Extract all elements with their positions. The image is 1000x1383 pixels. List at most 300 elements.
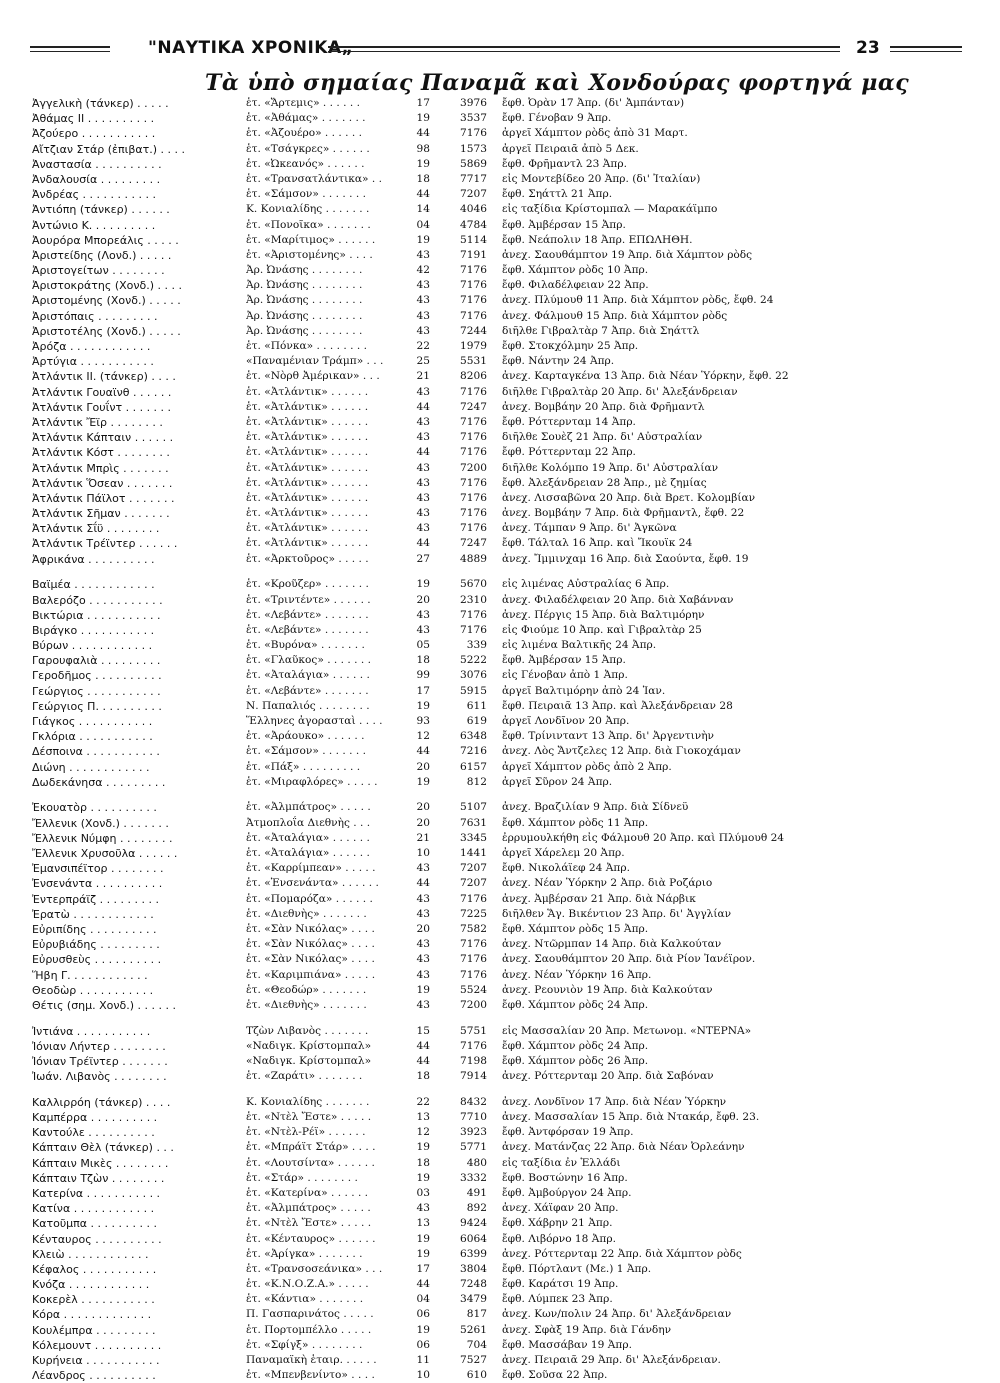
header-rule-left xyxy=(30,46,110,48)
ship-position: ἔφθ. Ἀμβέρσαν 15 Ἀπρ. xyxy=(502,654,626,667)
ship-position: ἔφθ. Νικολάϊεφ 24 Ἀπρ. xyxy=(502,862,630,875)
ship-name: Ἀρόζα . . . . . . . . . . . . xyxy=(32,340,151,353)
ship-row xyxy=(32,608,972,623)
ship-row xyxy=(32,714,972,729)
ship-tonnage: 6064 xyxy=(460,1232,487,1245)
ship-owner: ἑτ. «Γλαῦκος» . . . . . . . xyxy=(246,654,371,667)
ship-code: 19 xyxy=(416,775,430,788)
ship-tonnage: 610 xyxy=(466,1369,487,1382)
ship-name: Κυρήνεια . . . . . . . . . . . xyxy=(32,1354,160,1367)
ship-row xyxy=(32,1232,972,1247)
ship-tonnage: 5869 xyxy=(460,157,487,170)
ship-name: Ἔλλενικ (Χονδ.) . . . . . . . xyxy=(32,816,169,830)
ship-tonnage: 7176 xyxy=(460,279,487,292)
ship-tonnage: 5261 xyxy=(460,1323,487,1336)
ship-tonnage: 7200 xyxy=(460,998,487,1011)
ship-row xyxy=(32,653,972,668)
ship-section xyxy=(32,96,972,567)
ship-position: ἔφθ. Νάντην 24 Ἀπρ. xyxy=(502,355,615,368)
ship-position: ἔφθ. Χάβρην 21 Ἀπρ. xyxy=(502,1217,613,1230)
ship-owner: ἑτ. «Κ.Ν.Ο.Ζ.Α.» . . . . . xyxy=(246,1278,369,1291)
ship-code: 44 xyxy=(416,188,430,201)
ship-tonnage: 6348 xyxy=(460,730,487,743)
ship-code: 12 xyxy=(416,730,430,743)
ship-row xyxy=(32,293,972,308)
ship-name: Κνόζα . . . . . . . . . . . . xyxy=(32,1278,150,1292)
ship-owner: Παναμαϊκὴ ἑταιρ. . . . . . xyxy=(246,1354,377,1366)
ship-row xyxy=(32,218,972,233)
ship-position: ἔφθ. Ὀρὰν 17 Ἀπρ. (δι' Ἀμπάνταν) xyxy=(502,97,685,109)
ship-position: ἀνεχ. Πλύμουθ 11 Ἀπρ. διὰ Χάμπτον ρὸδς, ἔφθ. 24 xyxy=(502,294,774,307)
ship-owner: ἑτ. «Ἀτλάντικ» . . . . . . xyxy=(246,522,369,535)
ship-position: ἔφθ. Σοῦσα 22 Ἀπρ. xyxy=(502,1369,608,1382)
ship-row xyxy=(32,1338,972,1353)
ship-code: 22 xyxy=(416,340,430,352)
ship-name: Ἰντιάνα . . . . . . . . . . . xyxy=(32,1024,151,1038)
ship-name: Ἀτλάντικ Μπρὶς . . . . . . . xyxy=(32,461,169,475)
ship-code: 19 xyxy=(416,112,430,125)
ship-row xyxy=(32,400,972,415)
ship-tonnage: 7176 xyxy=(460,385,487,398)
ship-name: Θεοδὼρ . . . . . . . . . . . xyxy=(32,983,154,997)
ship-code: 43 xyxy=(416,522,430,535)
ship-tonnage: 5107 xyxy=(460,801,487,814)
ship-tonnage: 480 xyxy=(466,1156,487,1169)
ship-position: ἀνεχ. Ματάνζας 22 Ἀπρ. διὰ Νέαν Ὀρλεάνην xyxy=(502,1141,745,1154)
ship-position: ἔφθ. Ἀμβέρσαν 15 Ἀπρ. xyxy=(502,218,626,231)
ship-name: Γεώργιος Π. . . . . . . . . . xyxy=(32,699,162,713)
ship-tonnage: 7176 xyxy=(460,522,487,535)
ship-owner: ἑτ. «Ντὲλ Ἔστε» . . . . . xyxy=(246,1217,372,1230)
ship-tonnage: 4784 xyxy=(460,218,487,231)
ship-code: 19 xyxy=(416,1171,430,1184)
ship-owner: ἑτ. «Κατερίνα» . . . . . . xyxy=(246,1186,369,1199)
ship-tonnage: 7216 xyxy=(460,745,487,758)
ship-position: ἀνεχ. Ρεουνιὸν 19 Ἀπρ. διὰ Καλκούταν xyxy=(502,983,713,996)
ship-position: ἔφθ. Χάμπτον ρὸδς 11 Ἀπρ. xyxy=(502,816,649,829)
ship-tonnage: 1573 xyxy=(460,142,487,155)
ship-tonnage: 7176 xyxy=(460,1039,487,1052)
ship-name: Ἀουρόρα Μπορεάλις . . . . . xyxy=(32,233,179,247)
ship-code: 17 xyxy=(416,684,430,697)
ship-tonnage: 611 xyxy=(466,699,487,712)
ship-position: διῆλθε Γιβραλτὰρ 20 Ἀπρ. δι' Ἀλεξάνδρειαν xyxy=(502,385,738,398)
ship-name: Κάπταιν Μικὲς . . . . . . . . xyxy=(32,1156,169,1170)
ship-code: 43 xyxy=(416,953,430,966)
ship-position: ἀνεχ. Βομβάην 20 Ἀπρ. διὰ Φρῆμαντλ xyxy=(502,400,705,413)
ship-name: Ἀριστογείτων . . . . . . . . xyxy=(32,264,165,278)
ship-name: Κάπταιν Τζὼν . . . . . . . . xyxy=(32,1171,165,1185)
ship-tonnage: 339 xyxy=(466,639,487,652)
ship-tonnage: 704 xyxy=(466,1338,487,1351)
ship-tonnage: 7207 xyxy=(460,862,487,875)
ship-position: διῆλθε Κολόμπο 19 Ἀπρ. δι' Αὐστραλίαν xyxy=(502,461,719,474)
ship-tonnage: 4889 xyxy=(460,552,487,565)
ship-position: εἰς ταξίδια Κρίστομπαλ — Μαρακάϊμπο xyxy=(502,203,718,216)
header-rule-left-thin xyxy=(30,51,110,52)
ship-row xyxy=(32,1262,972,1277)
ship-owner: ἑτ. «Ἀτλάντικ» . . . . . . xyxy=(246,385,369,398)
ship-code: 15 xyxy=(416,1024,430,1037)
ship-name: Ἀτλάντικ Γουΐντ . . . . . . . xyxy=(32,400,172,414)
ship-owner: ἑτ. «Ἀταλάγια» . . . . . . xyxy=(246,847,370,859)
ship-section xyxy=(32,1024,972,1085)
ship-row xyxy=(32,142,972,157)
ship-position: ἔφθ. Στοκχόλμην 25 Ἀπρ. xyxy=(502,340,639,352)
ship-owner: ἑτ. «Νὸρθ Ἀμέρικαν» . . . xyxy=(246,370,380,383)
ship-tonnage: 817 xyxy=(466,1308,487,1321)
ship-owner: ἑτ. «Βυρόνα» . . . . . . . xyxy=(246,639,365,652)
ship-owner: ἑτ. «Ἀτλάντικ» . . . . . . xyxy=(246,446,369,459)
ship-owner: ἑτ. «Λουτσίντα» . . . . . . xyxy=(246,1156,375,1169)
ship-row xyxy=(32,816,972,831)
ship-tonnage: 619 xyxy=(466,715,487,727)
ship-owner: ἑτ. «Στάρ» . . . . . . . . xyxy=(246,1171,358,1184)
ship-tonnage: 7176 xyxy=(460,264,487,277)
ship-name: Ἀτλάντικ Ὅσεαν . . . . . . . xyxy=(32,476,173,490)
ship-code: 43 xyxy=(416,324,430,337)
ship-name: Βαϊμέα . . . . . . . . . . . . xyxy=(32,578,155,592)
ship-code: 18 xyxy=(416,654,430,667)
ship-position: ἔφθ. Βοστώνην 16 Ἀπρ. xyxy=(502,1171,628,1184)
ship-owner: ἑτ. «Ἀτλάντικ» . . . . . . xyxy=(246,431,369,444)
ship-owner: ἑτ. «Πάξ» . . . . . . . . . xyxy=(246,760,361,773)
ship-owner: Ν. Παπαλιός . . . . . . . . xyxy=(246,699,370,712)
ship-code: 43 xyxy=(416,892,430,905)
ship-tonnage: 9424 xyxy=(460,1217,487,1230)
ship-position: ἔφθ. Γένοβαν 9 Ἀπρ. xyxy=(502,112,612,125)
ship-row xyxy=(32,699,972,714)
ship-row xyxy=(32,445,972,460)
ship-row xyxy=(32,248,972,263)
ship-owner: ἑτ. «Ἐνσενάντα» . . . . . . xyxy=(246,877,379,890)
ship-owner: ἑτ. «Μιραφλόρες» . . . . . xyxy=(246,775,378,788)
ship-row xyxy=(32,968,972,983)
ship-row xyxy=(32,876,972,891)
ship-owner: ἑτ. «Κάντια» . . . . . . . xyxy=(246,1293,364,1306)
ship-position: ἀνεχ. Βραζιλίαν 9 Ἀπρ. διὰ Σίδνεϋ xyxy=(502,801,689,814)
ship-code: 93 xyxy=(416,715,430,727)
ship-position: ἀνεχ. Σφὰξ 19 Ἀπρ. διὰ Γάνδην xyxy=(502,1323,672,1336)
ship-position: ἀνεχ. Λονδῖνον 17 Ἀπρ. διὰ Νέαν Ὑόρκην xyxy=(502,1095,727,1108)
ship-name: Ἀριστομένης (Χονδ.) . . . . . xyxy=(32,294,181,308)
ship-code: 19 xyxy=(416,1323,430,1336)
page-number: 23 xyxy=(856,38,880,58)
ship-tonnage: 7244 xyxy=(460,324,487,337)
ship-owner: ἑτ. «Ἄρτεμις» . . . . . . xyxy=(246,97,360,109)
ship-code: 25 xyxy=(416,355,430,368)
ship-row xyxy=(32,775,972,790)
ship-code: 99 xyxy=(416,669,430,682)
ship-owner: Τζὼν Λιβανὸς . . . . . . . xyxy=(246,1024,369,1037)
ship-owner: ἑτ. Πορτομπέλλο . . . . . xyxy=(246,1323,372,1336)
ship-position: ἐρρυμουλκήθη εἰς Φάλμουθ 20 Ἀπρ. καὶ Πλύμουθ 24 xyxy=(502,831,785,844)
ship-position: ἔφθ. Φιλαδέλφειαν 22 Ἀπρ. xyxy=(502,279,649,292)
ship-tonnage: 7176 xyxy=(460,415,487,428)
ship-owner: ἑτ. «Ἀρίγκα» . . . . . . . xyxy=(246,1247,363,1260)
ship-owner: Ἀρ. Ὠνάσης . . . . . . . . xyxy=(246,264,363,277)
ship-name: Ἰόνιαν Λήντερ . . . . . . . . xyxy=(32,1039,166,1053)
ship-row xyxy=(32,354,972,369)
ship-owner: ἑτ. «Ζαράτι» . . . . . . . xyxy=(246,1070,363,1083)
ship-owner: ἑτ. «Σὰν Νικόλας» . . . . xyxy=(246,953,375,966)
ship-name: Ἀτλάντικ Σῆμαν . . . . . . . xyxy=(32,507,170,521)
ship-row xyxy=(32,1095,972,1110)
ship-owner: Κ. Κονιαλίδης . . . . . . . xyxy=(246,203,370,216)
ship-row xyxy=(32,623,972,638)
ship-row xyxy=(32,309,972,324)
ship-name: Βιράγκο . . . . . . . . . . . xyxy=(32,623,155,637)
ship-name: Γιάγκος . . . . . . . . . . . xyxy=(32,715,153,728)
ship-code: 43 xyxy=(416,968,430,981)
ship-tonnage: 7717 xyxy=(460,172,487,185)
ship-row xyxy=(32,202,972,217)
ship-row xyxy=(32,506,972,521)
ship-code: 19 xyxy=(416,1141,430,1154)
ship-code: 44 xyxy=(416,127,430,140)
ship-row xyxy=(32,491,972,506)
ship-row xyxy=(32,233,972,248)
ship-row xyxy=(32,1277,972,1292)
ship-tonnage: 7207 xyxy=(460,188,487,201)
ship-name: Ἀτλάντικ Πάϊλοτ . . . . . . . xyxy=(32,491,175,505)
ship-position: ἀνεχ. Ρόττερνταμ 22 Ἀπρ. διὰ Χάμπτον ρὸδς xyxy=(502,1247,742,1260)
ship-code: 22 xyxy=(416,1095,430,1108)
header-rule-middle-thin xyxy=(328,51,840,52)
ship-name: Βικτώρια . . . . . . . . . . . xyxy=(32,608,161,622)
ship-code: 44 xyxy=(416,400,430,413)
ship-name: Ἐμανσιπέϊτορ . . . . . . . . xyxy=(32,862,164,876)
ship-code: 43 xyxy=(416,623,430,636)
ship-code: 17 xyxy=(416,97,430,109)
ship-tonnage: 3537 xyxy=(460,112,487,125)
ship-name: Ἀτλάντικ Γουαϊνθ . . . . . . xyxy=(32,385,172,399)
ship-owner: ἑτ. «Μαρίτιμος» . . . . . . xyxy=(246,233,376,246)
ship-row xyxy=(32,1353,972,1368)
ship-row xyxy=(32,1069,972,1084)
ship-row xyxy=(32,1216,972,1231)
ship-code: 44 xyxy=(416,877,430,890)
ship-name: Κατερίνα . . . . . . . . . . . xyxy=(32,1186,161,1200)
ship-code: 43 xyxy=(416,385,430,398)
ship-tonnage: 7914 xyxy=(460,1070,487,1083)
ship-name: Κάπταιν Θὲλ (τάνκερ) . . . xyxy=(32,1141,174,1155)
ship-tonnage: 7710 xyxy=(460,1111,487,1123)
ship-tonnage: 5531 xyxy=(460,355,487,368)
ship-code: 43 xyxy=(416,507,430,520)
ship-owner: ἑτ. «Λεβάντε» . . . . . . . xyxy=(246,608,369,621)
ship-position: ἀνεχ. Ἀμβέρσαν 21 Ἀπρ. διὰ Νάρβικ xyxy=(502,892,696,905)
ship-row xyxy=(32,385,972,400)
ship-name: Ἀτλάντικ Κάπταιν . . . . . . xyxy=(32,431,174,445)
ship-name: Ἐκουατὸρ . . . . . . . . . . xyxy=(32,801,157,815)
ship-owner: ἑτ. «Μπράϊτ Στάρ» . . . . xyxy=(246,1141,376,1154)
ship-name: Ἀριστοκράτης (Χονδ.) . . . . xyxy=(32,279,183,293)
ship-tonnage: 7198 xyxy=(460,1054,487,1067)
ship-position: ἀνεχ. Ἴμμινχαμ 16 Ἀπρ. διὰ Σαούντα, ἔφθ. 19 xyxy=(502,552,749,565)
ship-owner: Ἀρ. Ὠνάσης . . . . . . . . xyxy=(246,309,363,322)
ship-position: ἀνεχ. Χάϊφαν 20 Ἀπρ. xyxy=(502,1202,619,1215)
ship-code: 19 xyxy=(416,157,430,170)
ship-owner: ἑτ. «Καριμπιάνα» . . . . . xyxy=(246,968,376,981)
ship-code: 04 xyxy=(416,1293,430,1306)
ship-row xyxy=(32,263,972,278)
ship-name: Ἀτλάντικ Σΐϋ . . . . . . . . xyxy=(32,522,160,536)
ship-position: ἔφθ. Σηάττλ 21 Ἀπρ. xyxy=(502,188,613,201)
magazine-title: "ΝΑΥΤΙΚΑ ΧΡΟΝΙΚΑ„ xyxy=(148,38,354,58)
ship-position: διῆλθεν Ἅγ. Βικέντιον 23 Ἀπρ. δι' Ἀγγλίαν xyxy=(502,907,732,920)
ship-owner: ἑτ. «Ἀρκτοῦρος» . . . . . xyxy=(246,552,369,565)
ship-code: 43 xyxy=(416,1202,430,1215)
ship-name: Ἀφρικάνα . . . . . . . . . . xyxy=(32,552,155,566)
ship-owner: ἑτ. «Θεοδώρ» . . . . . . . xyxy=(246,983,367,996)
ship-position: ἔφθ. Λύμπεκ 23 Ἀπρ. xyxy=(502,1293,613,1306)
ship-name: Δέσποινα . . . . . . . . . . . xyxy=(32,745,160,759)
ship-code: 18 xyxy=(416,172,430,185)
ship-owner: ἑτ. «Σάμσον» . . . . . . . xyxy=(246,188,366,201)
ship-name: Ἀτλάντικ Ἔϊρ . . . . . . . . xyxy=(32,415,163,429)
ship-code: 43 xyxy=(416,862,430,875)
ship-owner: ἑτ. «Ντὲλ Ἔστε» . . . . . xyxy=(246,1111,372,1123)
ship-row xyxy=(32,668,972,683)
ship-position: ἀνεχ. Πειραιᾶ 29 Ἀπρ. δι' Ἀλεξάνδρειαν. xyxy=(502,1354,721,1366)
ship-tonnage: 5771 xyxy=(460,1141,487,1154)
ship-row xyxy=(32,1368,972,1383)
ship-row xyxy=(32,1125,972,1140)
ship-row xyxy=(32,415,972,430)
ship-section xyxy=(32,1095,972,1383)
ship-position: ἔφθ. Ἀντφόρσαν 19 Ἀπρ. xyxy=(502,1126,634,1139)
ship-row xyxy=(32,187,972,202)
ship-owner: ἑτ. «Ντὲλ-Ρέϊ» . . . . . . xyxy=(246,1126,366,1139)
ship-row xyxy=(32,892,972,907)
ship-owner: ἑτ. «Ἀτλάντικ» . . . . . . xyxy=(246,461,369,474)
ship-owner: ἑτ. «Ἀτλάντικ» . . . . . . xyxy=(246,400,369,413)
ship-row xyxy=(32,476,972,491)
ship-code: 20 xyxy=(416,801,430,814)
ship-position: εἰς Μοντεβίδεο 20 Ἀπρ. (δι' Ἰταλίαν) xyxy=(502,172,701,185)
ship-position: ἀνεχ. Τάμπαν 9 Ἀπρ. δι' Ἀγκῶνα xyxy=(502,522,677,535)
ship-tonnage: 7200 xyxy=(460,461,487,474)
ship-code: 13 xyxy=(416,1111,430,1123)
ship-row xyxy=(32,552,972,567)
ship-owner: Π. Γασπαρινάτος . . . . . xyxy=(246,1308,374,1321)
ship-owner: Ἀτμοπλοΐα Διεθνὴς . . . xyxy=(246,816,371,829)
ship-owner: ἑτ. «Τρανσοσεάνικα» . . . xyxy=(246,1262,383,1275)
ship-position: εἰς Γένοβαν ἀπὸ 1 Ἀπρ. xyxy=(502,669,628,682)
ship-position: εἰς λιμένα Βαλτικῆς 24 Ἀπρ. xyxy=(502,639,657,652)
ship-name: Ἰόνιαν Τρέϊντερ . . . . . . . xyxy=(32,1054,168,1068)
ship-tonnage: 7225 xyxy=(460,907,487,920)
ship-row xyxy=(32,324,972,339)
ship-position: ἔφθ. Τάλταλ 16 Ἀπρ. καὶ Ἴκουϊκ 24 xyxy=(502,537,693,550)
ship-position: ἔφθ. Ἀλεξάνδρειαν 28 Ἀπρ., μὲ ζημίας xyxy=(502,476,707,489)
ship-name: Ἰωάν. Λιβανὸς . . . . . . . . xyxy=(32,1070,167,1084)
ship-position: ἀργεῖ Πειραιᾶ ἀπὸ 5 Δεκ. xyxy=(502,142,639,155)
ship-code: 43 xyxy=(416,938,430,951)
ship-code: 43 xyxy=(416,309,430,322)
ship-code: 06 xyxy=(416,1308,430,1321)
ship-name: Λέανδρος . . . . . . . . . . xyxy=(32,1369,156,1383)
ship-section xyxy=(32,577,972,790)
ship-owner: Ἀρ. Ὠνάσης . . . . . . . . xyxy=(246,279,363,292)
ship-position: ἀνεχ. Σαουθάμπτον 20 Ἀπρ. διὰ Ρίον Ἰανέϊρον. xyxy=(502,953,756,966)
ship-owner: ἑτ. «Τσάγκρες» . . . . . . xyxy=(246,142,370,155)
ship-row xyxy=(32,126,972,141)
ship-name: Κουλέμπρα . . . . . . . . . xyxy=(32,1323,156,1337)
ship-code: 19 xyxy=(416,233,430,246)
ship-owner: «Ναδιγκ. Κρίστομπαλ» xyxy=(246,1054,372,1067)
ship-name: Γεροδῆμος . . . . . . . . . . xyxy=(32,669,162,683)
ship-position: ἔφθ. Ρόττερνταμ 14 Ἀπρ. xyxy=(502,415,636,428)
ship-owner: ἑτ. «Ἀτλάντικ» . . . . . . xyxy=(246,476,369,489)
ship-tonnage: 3076 xyxy=(460,669,487,682)
ship-name: Ἀτλάντικ Κόστ . . . . . . . . xyxy=(32,446,170,460)
ship-name: Καλλιρρόη (τάνκερ) . . . . xyxy=(32,1095,171,1109)
ship-position: ἔφθ. Χάμπτον ρὸδς 24 Ἀπρ. xyxy=(502,1039,649,1052)
ship-position: ἀνεχ. Νέαν Ὑόρκην 2 Ἀπρ. διὰ Ροζάριο xyxy=(502,877,713,890)
ship-name: Ἔλλενικ Χρυσοῦλα . . . . . . xyxy=(32,847,178,860)
ship-tonnage: 7176 xyxy=(460,476,487,489)
ship-owner: ἑτ. «Ἀτλάντικ» . . . . . . xyxy=(246,491,369,504)
ship-name: Ἀντιόπη (τάνκερ) . . . . . . xyxy=(32,203,170,217)
ship-owner: ἑτ. «Ἀλμπάτρος» . . . . . xyxy=(246,1202,371,1215)
ship-name: Βύρων . . . . . . . . . . . . xyxy=(32,639,153,653)
ship-row xyxy=(32,1186,972,1201)
ship-tonnage: 3804 xyxy=(460,1262,487,1275)
ship-owner: ἑτ. «Πομαρόζα» . . . . . . xyxy=(246,892,373,905)
ship-row xyxy=(32,1039,972,1054)
ship-row xyxy=(32,1024,972,1039)
ship-owner: ἑτ. «Ἀτλάντικ» . . . . . . xyxy=(246,537,369,550)
ship-row xyxy=(32,1110,972,1125)
ship-code: 43 xyxy=(416,415,430,428)
ship-name: Εὐριπίδης . . . . . . . . . . xyxy=(32,922,157,936)
ship-name: Κατοῦμπα . . . . . . . . . . xyxy=(32,1217,157,1231)
ship-code: 43 xyxy=(416,907,430,920)
ship-name: Ἐντερπράϊζ . . . . . . . . . xyxy=(32,892,160,906)
ship-tonnage: 7247 xyxy=(460,400,487,413)
ship-code: 19 xyxy=(416,1247,430,1260)
ship-code: 42 xyxy=(416,264,430,277)
ship-row xyxy=(32,1307,972,1322)
ship-position: ἀνεχ. Σαουθάμπτον 19 Ἀπρ. διὰ Χάμπτον ρὸδς xyxy=(502,248,753,261)
ship-section xyxy=(32,800,972,1013)
ship-tonnage: 812 xyxy=(466,775,487,788)
ship-owner: ἑτ. «Σὰν Νικόλας» . . . . xyxy=(246,938,375,951)
ship-row xyxy=(32,1201,972,1216)
ship-name: Γαρουφαλιὰ . . . . . . . . . xyxy=(32,654,161,668)
ship-tonnage: 7176 xyxy=(460,968,487,981)
ship-name: Κόρα . . . . . . . . . . . . . xyxy=(32,1308,152,1322)
ship-list xyxy=(32,96,972,1383)
ship-position: ἔφθ. Ἀμβούργον 24 Ἀπρ. xyxy=(502,1186,632,1199)
ship-tonnage: 5915 xyxy=(460,684,487,697)
ship-owner: ἑτ. «Ἀράουκο» . . . . . . xyxy=(246,730,365,743)
ship-row xyxy=(32,430,972,445)
ship-code: 98 xyxy=(416,142,430,155)
ship-position: ἔφθ. Λιβόρνο 18 Ἀπρ. xyxy=(502,1232,616,1245)
ship-name: Βαλερόζο . . . . . . . . . . . xyxy=(32,593,163,607)
ship-position: ἀργεῖ Χάμπτον ρὸδς ἀπὸ 2 Ἀπρ. xyxy=(502,760,672,773)
ship-code: 05 xyxy=(416,639,430,652)
ship-name: Ἔλλενικ Νύμφη . . . . . . . . xyxy=(32,831,173,845)
ship-owner: ἑτ. «Μπενβενίντο» . . . . xyxy=(246,1369,375,1382)
ship-tonnage: 8206 xyxy=(460,370,487,383)
ship-code: 06 xyxy=(416,1338,430,1351)
ship-position: εἰς Φιούμε 10 Ἀπρ. καὶ Γιβραλτὰρ 25 xyxy=(502,623,702,636)
ship-code: 18 xyxy=(416,1156,430,1169)
